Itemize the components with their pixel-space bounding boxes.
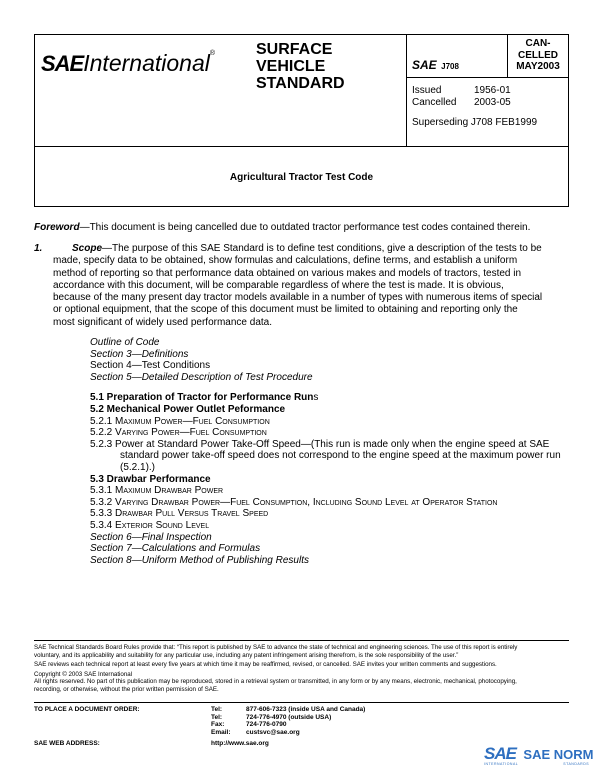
contact-labels: Tel: Tel: Fax: Email: xyxy=(211,706,231,736)
outline-item: 5.3 Drawbar Performance xyxy=(90,473,211,485)
outline-section: Section 5—Detailed Description of Test Procedure xyxy=(90,371,313,383)
outline-section: Section 4—Test Conditions xyxy=(90,360,211,372)
status-cancelled: CAN- CELLED MAY2003 xyxy=(516,38,560,72)
doc-title: Agricultural Tractor Test Code xyxy=(229,172,374,183)
outline-section: Section 7—Calculations and Formulas xyxy=(90,543,261,555)
outline-item: 5.2.2 Varying Power—Fuel Consumption xyxy=(90,427,267,439)
outline-heading: Outline of Code xyxy=(90,337,160,348)
sae-logo: SAEInternational® xyxy=(41,50,216,76)
web-address-link[interactable]: http://www.sae.org xyxy=(211,740,269,747)
outline-item: 5.3.2 Varying Drawbar Power—Fuel Consumption, Including Sound Level at Operator Station xyxy=(90,496,498,508)
web-label: SAE WEB ADDRESS: xyxy=(34,740,100,747)
footer-rule xyxy=(34,702,569,703)
doc-number: SAE J708 xyxy=(412,58,459,72)
email-link[interactable]: custsvc@sae.org xyxy=(246,728,300,736)
stamp-logo: SAE xyxy=(484,744,516,763)
outline-item: 5.3.4 Exterior Sound Level xyxy=(90,519,210,531)
outline-section: Section 3—Definitions xyxy=(90,348,189,360)
outline-item-cont: standard power take-off speed does not correspond to the engine speed at the maximum power run xyxy=(120,450,561,462)
divider xyxy=(406,77,568,78)
sae-norm-stamp: SAE SAE NORM INTERNATIONAL STANDARDS xyxy=(484,744,594,766)
outline-of-code xyxy=(90,337,561,566)
outline-item: 5.1 Preparation of Tractor for Performance Runs xyxy=(90,392,319,404)
footer-legal: SAE Technical Standards Board Rules provide that: “This report is published by SAE to advance the state of technical and engineering sciences. The use of this report is entirely voluntary, and its applicability and suitability for any particular use, including any patent infringement arising therefrom, is the sole responsibility of the user.” SAE reviews each technical report at least every five years at which time it may be reaffirmed, revised, or cancelled. SAE invites your written comments and suggestions. Copyright © 2003 SAE International All rights reserved. No part of this publication may be reproduced, stored in a retrieval system or transmitted, in any form or by any means, electronic, mechanical, photocopying, recording, or otherwise, without the prior written permission of SAE. xyxy=(34,644,518,693)
scope-paragraph-cont: made, specify data to be obtained, show formulas and calculations, define terms, and establish a uniform method of reporting so that performance data obtained on various makes and models of tractors, tested in accordance with this document, will be comparable regardless of where the test is made. It is obvious, because of the many present day tractor models available in a number of types with numerous items of special or optional equipment, that the scope of this document must be limited to obtaining and reporting only the most significant of widely used performance data. xyxy=(53,255,543,328)
standard-type: SURFACE VEHICLE STANDARD xyxy=(256,41,345,92)
scope-number: 1. xyxy=(34,243,43,254)
dates-block: Issued 1956-01 Cancelled 2003-05 Superseding J708 FEB1999 xyxy=(412,85,538,128)
footer-rule xyxy=(34,640,569,641)
foreword: Foreword—This document is being cancelled due to outdated tractor performance test codes contained therein. xyxy=(34,222,531,233)
outline-item-cont: (5.2.1).) xyxy=(120,461,156,473)
outline-section: Section 6—Final Inspection xyxy=(90,531,212,543)
outline-item: 5.2 Mechanical Power Outlet Peformance xyxy=(90,403,286,415)
outline-item: 5.3.3 Drawbar Pull Versus Travel Speed xyxy=(90,508,269,520)
outline-item: 5.2.3 Power at Standard Power Take-Off Speed—(This run is made only when the engine speed at SAE xyxy=(90,438,550,450)
divider xyxy=(406,35,407,146)
outline-item: 5.2.1 Maximum Power—Fuel Consumption xyxy=(90,415,270,427)
order-label: TO PLACE A DOCUMENT ORDER: xyxy=(34,706,140,713)
stamp-text: SAE NORM xyxy=(523,747,594,762)
outline-item: 5.3.1 Maximum Drawbar Power xyxy=(90,485,224,497)
outline-section: Section 8—Uniform Method of Publishing Results xyxy=(90,554,309,566)
contact-values: 877-606-7323 (inside USA and Canada) 724-776-4970 (outside USA) 724-776-0790 custsvc@sae.org xyxy=(246,706,366,736)
scope-paragraph: Scope—The purpose of this SAE Standard is to define test conditions, give a description of the tests to be xyxy=(72,243,542,254)
